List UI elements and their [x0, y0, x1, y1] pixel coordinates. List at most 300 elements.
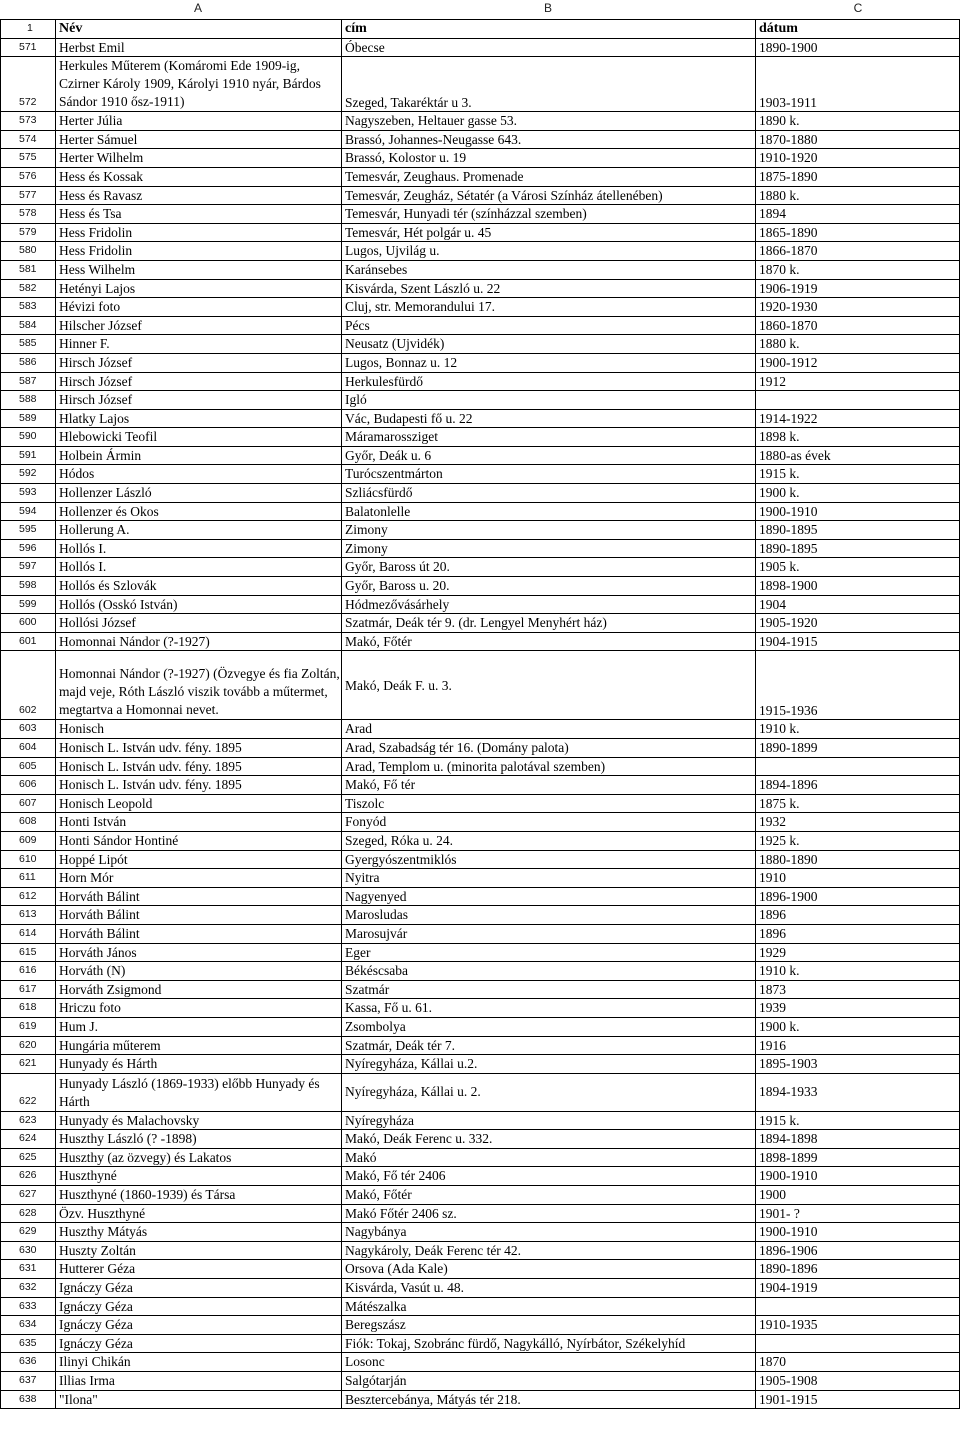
cell-date[interactable]: 1898 k.: [756, 428, 960, 447]
cell-address[interactable]: Óbecse: [342, 38, 756, 57]
table-row: [1, 205, 960, 224]
cell-address[interactable]: Makó Főtér 2406 sz.: [342, 1204, 756, 1223]
row-number: 584: [1, 316, 56, 335]
cell-address[interactable]: Nagykároly, Deák Ferenc tér 42.: [342, 1241, 756, 1260]
cell-address[interactable]: Brassó, Johannes-Neugasse 643.: [342, 130, 756, 149]
column-header-bar: [0, 0, 960, 19]
cell-name[interactable]: Huszthy (az özvegy) és Lakatos: [56, 1148, 342, 1167]
table-row: [1, 1186, 960, 1205]
cell-name[interactable]: Hess és Kossak: [56, 167, 342, 186]
table-row: [1, 539, 960, 558]
table-row: [1, 186, 960, 205]
row-number: 627: [1, 1186, 56, 1205]
cell-date[interactable]: 1905-1908: [756, 1372, 960, 1391]
cell-date[interactable]: 1900-1910: [756, 1167, 960, 1186]
cell-address[interactable]: Kisvárda, Vasút u. 48.: [342, 1279, 756, 1298]
cell-name[interactable]: Hoppé Lipót: [56, 850, 342, 869]
column-letter-a[interactable]: A: [193, 1, 203, 15]
table-row: [1, 794, 960, 813]
cell-address[interactable]: Igló: [342, 391, 756, 410]
cell-date[interactable]: 1906-1919: [756, 279, 960, 298]
cell-address[interactable]: Besztercebánya, Mátyás tér 218.: [342, 1390, 756, 1409]
cell-address[interactable]: Győr, Baross út 20.: [342, 558, 756, 577]
cell-name[interactable]: Huszty Zoltán: [56, 1241, 342, 1260]
cell-address[interactable]: Marosludas: [342, 906, 756, 925]
cell-name[interactable]: Özv. Huszthyné: [56, 1204, 342, 1223]
cell-address[interactable]: Kisvárda, Szent László u. 22: [342, 279, 756, 298]
cell-name[interactable]: Hutterer Géza: [56, 1260, 342, 1279]
cell-date[interactable]: 1860-1870: [756, 316, 960, 335]
table-row: [1, 943, 960, 962]
table-row: [1, 1111, 960, 1130]
row-number: 606: [1, 776, 56, 795]
cell-address[interactable]: Szeged, Takaréktár u 3.: [342, 57, 756, 112]
cell-name[interactable]: Hirsch József: [56, 372, 342, 391]
cell-date[interactable]: 1901- ?: [756, 1204, 960, 1223]
row-number: 572: [1, 57, 56, 112]
cell-address[interactable]: Nyíregyháza: [342, 1111, 756, 1130]
header-address[interactable]: cím: [342, 20, 756, 39]
table-row: [1, 521, 960, 540]
row-number: 619: [1, 1017, 56, 1036]
row-number: 577: [1, 186, 56, 205]
cell-address[interactable]: Neusatz (Ujvidék): [342, 335, 756, 354]
cell-address[interactable]: Orsova (Ada Kale): [342, 1260, 756, 1279]
row-number: 636: [1, 1353, 56, 1372]
row-number: 623: [1, 1111, 56, 1130]
header-date[interactable]: dátum: [756, 20, 960, 39]
row-number: 624: [1, 1130, 56, 1149]
cell-name[interactable]: Ignáczy Géza: [56, 1316, 342, 1335]
cell-name[interactable]: Hess Fridolin: [56, 242, 342, 261]
cell-name[interactable]: Hunyady és Hárth: [56, 1055, 342, 1074]
cell-date[interactable]: 1890 k.: [756, 112, 960, 131]
cell-date[interactable]: 1890-1900: [756, 38, 960, 57]
cell-date[interactable]: 1894-1933: [756, 1073, 960, 1111]
cell-name[interactable]: Hlebowicki Teofil: [56, 428, 342, 447]
table-row: [1, 887, 960, 906]
table-row: [1, 757, 960, 776]
cell-date[interactable]: 1900 k.: [756, 484, 960, 503]
cell-name[interactable]: Honisch Leopold: [56, 794, 342, 813]
cell-name[interactable]: Holbein Ármin: [56, 446, 342, 465]
cell-date[interactable]: 1875 k.: [756, 794, 960, 813]
cell-name[interactable]: Horváth János: [56, 943, 342, 962]
row-number: 583: [1, 298, 56, 317]
row-number: 630: [1, 1241, 56, 1260]
row-number: 1: [1, 20, 56, 39]
cell-date[interactable]: 1898-1899: [756, 1148, 960, 1167]
cell-date[interactable]: 1914-1922: [756, 409, 960, 428]
cell-address[interactable]: Makó, Deák Ferenc u. 332.: [342, 1130, 756, 1149]
table-row: [1, 739, 960, 758]
cell-address[interactable]: Cluj, str. Memorandului 17.: [342, 298, 756, 317]
cell-name[interactable]: Homonnai Nándor (?-1927) (Özvegye és fia Zoltán, majd veje, Róth László viszik tovább a műtermet, megtartva a Homonnai nevet.: [56, 651, 342, 720]
cell-date[interactable]: 1910 k.: [756, 962, 960, 981]
table-row: [1, 1372, 960, 1391]
cell-address[interactable]: Lugos, Bonnaz u. 12: [342, 353, 756, 372]
cell-name[interactable]: Hess Fridolin: [56, 223, 342, 242]
row-number: 607: [1, 794, 56, 813]
cell-date[interactable]: 1904-1919: [756, 1279, 960, 1298]
cell-address[interactable]: Gyergyószentmiklós: [342, 850, 756, 869]
cell-date[interactable]: [756, 1334, 960, 1353]
cell-date[interactable]: 1896: [756, 924, 960, 943]
cell-date[interactable]: 1910: [756, 869, 960, 888]
cell-name[interactable]: Herter Wilhelm: [56, 149, 342, 168]
cell-address[interactable]: Hódmezővásárhely: [342, 595, 756, 614]
cell-date[interactable]: 1895-1903: [756, 1055, 960, 1074]
cell-date[interactable]: 1894: [756, 205, 960, 224]
row-number: 586: [1, 353, 56, 372]
row-number: 585: [1, 335, 56, 354]
cell-address[interactable]: Zsombolya: [342, 1017, 756, 1036]
cell-address[interactable]: Karánsebes: [342, 260, 756, 279]
header-row: [1, 20, 960, 39]
cell-name[interactable]: Huszthy Mátyás: [56, 1223, 342, 1242]
cell-address[interactable]: Arad: [342, 720, 756, 739]
cell-date[interactable]: 1890-1896: [756, 1260, 960, 1279]
cell-name[interactable]: Huszthy László (? -1898): [56, 1130, 342, 1149]
cell-name[interactable]: "Ilona": [56, 1390, 342, 1409]
cell-name[interactable]: Hollós I.: [56, 539, 342, 558]
cell-date[interactable]: 1912: [756, 372, 960, 391]
cell-date[interactable]: 1916: [756, 1036, 960, 1055]
cell-name[interactable]: Herkules Műterem (Komáromi Ede 1909-ig, Czirner Károly 1909, Károlyi 1910 nyár, Bárdos Sándor 1910 ősz-1911): [56, 57, 342, 112]
table-row: [1, 446, 960, 465]
cell-address[interactable]: Salgótarján: [342, 1372, 756, 1391]
cell-date[interactable]: 1904-1915: [756, 632, 960, 651]
cell-address[interactable]: Szatmár, Deák tér 9. (dr. Lengyel Menyhért ház): [342, 614, 756, 633]
cell-name[interactable]: Hess és Ravasz: [56, 186, 342, 205]
cell-date[interactable]: 1880-1890: [756, 850, 960, 869]
cell-date[interactable]: 1900-1910: [756, 1223, 960, 1242]
cell-name[interactable]: Hess Wilhelm: [56, 260, 342, 279]
row-number: 620: [1, 1036, 56, 1055]
cell-name[interactable]: Hunyady és Malachovsky: [56, 1111, 342, 1130]
table-row: [1, 298, 960, 317]
row-number: 592: [1, 465, 56, 484]
table-row: [1, 651, 960, 720]
cell-name[interactable]: Hunyady László (1869-1933) előbb Hunyady és Hárth: [56, 1073, 342, 1111]
row-number: 599: [1, 595, 56, 614]
table-row: [1, 906, 960, 925]
cell-date[interactable]: 1880 k.: [756, 186, 960, 205]
cell-date[interactable]: 1896-1906: [756, 1241, 960, 1260]
cell-address[interactable]: Vác, Budapesti fő u. 22: [342, 409, 756, 428]
cell-name[interactable]: Ignáczy Géza: [56, 1334, 342, 1353]
table-row: [1, 353, 960, 372]
cell-address[interactable]: Szeged, Róka u. 24.: [342, 831, 756, 850]
table-row: [1, 813, 960, 832]
row-number: 591: [1, 446, 56, 465]
row-number: 573: [1, 112, 56, 131]
cell-name[interactable]: Herter Sámuel: [56, 130, 342, 149]
cell-date[interactable]: 1932: [756, 813, 960, 832]
cell-address[interactable]: Eger: [342, 943, 756, 962]
cell-date[interactable]: 1880 k.: [756, 335, 960, 354]
cell-date[interactable]: 1901-1915: [756, 1390, 960, 1409]
cell-date[interactable]: 1905-1920: [756, 614, 960, 633]
row-number: 618: [1, 999, 56, 1018]
cell-date[interactable]: 1870 k.: [756, 260, 960, 279]
cell-address[interactable]: Pécs: [342, 316, 756, 335]
cell-name[interactable]: Honisch L. István udv. fény. 1895: [56, 739, 342, 758]
cell-address[interactable]: Temesvár, Zeugház, Sétatér (a Városi Színház átellenében): [342, 186, 756, 205]
cell-address[interactable]: Nyitra: [342, 869, 756, 888]
cell-date[interactable]: 1903-1911: [756, 57, 960, 112]
cell-address[interactable]: Makó, Deák F. u. 3.: [342, 651, 756, 720]
cell-date[interactable]: 1890-1899: [756, 739, 960, 758]
cell-date[interactable]: 1915 k.: [756, 1111, 960, 1130]
table-row: [1, 1073, 960, 1111]
cell-address[interactable]: Balatonlelle: [342, 502, 756, 521]
table-row: [1, 428, 960, 447]
cell-address[interactable]: Győr, Deák u. 6: [342, 446, 756, 465]
cell-date[interactable]: 1870: [756, 1353, 960, 1372]
cell-date[interactable]: 1910-1935: [756, 1316, 960, 1335]
row-number: 616: [1, 962, 56, 981]
row-number: 579: [1, 223, 56, 242]
row-number: 625: [1, 1148, 56, 1167]
cell-address[interactable]: Mátészalka: [342, 1297, 756, 1316]
cell-name[interactable]: Hódos: [56, 465, 342, 484]
cell-name[interactable]: Hollenzer László: [56, 484, 342, 503]
cell-address[interactable]: Beregszász: [342, 1316, 756, 1335]
row-number: 613: [1, 906, 56, 925]
cell-date[interactable]: 1910-1920: [756, 149, 960, 168]
table-row: [1, 850, 960, 869]
cell-date[interactable]: 1890-1895: [756, 539, 960, 558]
cell-date[interactable]: 1898-1900: [756, 577, 960, 596]
cell-address[interactable]: Brassó, Kolostor u. 19: [342, 149, 756, 168]
cell-date[interactable]: 1875-1890: [756, 167, 960, 186]
cell-address[interactable]: Zimony: [342, 539, 756, 558]
cell-name[interactable]: Hinner F.: [56, 335, 342, 354]
cell-address[interactable]: Nyíregyháza, Kállai u.2.: [342, 1055, 756, 1074]
cell-name[interactable]: Honti Sándor Hontiné: [56, 831, 342, 850]
table-row: [1, 577, 960, 596]
cell-name[interactable]: Hollós (Osskó István): [56, 595, 342, 614]
table-row: [1, 1036, 960, 1055]
column-letter-b[interactable]: B: [543, 1, 553, 15]
cell-name[interactable]: Herbst Emil: [56, 38, 342, 57]
cell-name[interactable]: Honisch L. István udv. fény. 1895: [56, 776, 342, 795]
cell-address[interactable]: Makó, Fő tér 2406: [342, 1167, 756, 1186]
row-number: 612: [1, 887, 56, 906]
cell-address[interactable]: Nyíregyháza, Kállai u. 2.: [342, 1073, 756, 1111]
cell-date[interactable]: 1896-1900: [756, 887, 960, 906]
cell-name[interactable]: Hum J.: [56, 1017, 342, 1036]
cell-name[interactable]: Hévizi foto: [56, 298, 342, 317]
cell-date[interactable]: 1890-1895: [756, 521, 960, 540]
cell-date[interactable]: 1900-1910: [756, 502, 960, 521]
cell-name[interactable]: Hollenzer és Okos: [56, 502, 342, 521]
cell-date[interactable]: 1894-1896: [756, 776, 960, 795]
cell-name[interactable]: Horváth (N): [56, 962, 342, 981]
cell-name[interactable]: Hollós és Szlovák: [56, 577, 342, 596]
cell-address[interactable]: Herkulesfürdő: [342, 372, 756, 391]
cell-date[interactable]: 1904: [756, 595, 960, 614]
row-number: 594: [1, 502, 56, 521]
table-row: [1, 614, 960, 633]
header-name[interactable]: Név: [56, 20, 342, 39]
cell-name[interactable]: Hriczu foto: [56, 999, 342, 1018]
row-number: 601: [1, 632, 56, 651]
table-row: [1, 409, 960, 428]
table-row: [1, 38, 960, 57]
cell-address[interactable]: Nagybánya: [342, 1223, 756, 1242]
cell-address[interactable]: Kassa, Fő u. 61.: [342, 999, 756, 1018]
cell-date[interactable]: 1900: [756, 1186, 960, 1205]
cell-name[interactable]: Ilinyi Chikán: [56, 1353, 342, 1372]
cell-date[interactable]: 1880-as évek: [756, 446, 960, 465]
cell-date[interactable]: 1915 k.: [756, 465, 960, 484]
table-row: [1, 279, 960, 298]
cell-name[interactable]: Horváth Bálint: [56, 924, 342, 943]
cell-date[interactable]: 1915-1936: [756, 651, 960, 720]
table-row: [1, 776, 960, 795]
table-row: [1, 924, 960, 943]
cell-address[interactable]: Békéscsaba: [342, 962, 756, 981]
table-row: [1, 869, 960, 888]
cell-date[interactable]: [756, 757, 960, 776]
cell-address[interactable]: Makó: [342, 1148, 756, 1167]
cell-name[interactable]: Honti István: [56, 813, 342, 832]
cell-address[interactable]: Szatmár: [342, 980, 756, 999]
cell-address[interactable]: Tiszolc: [342, 794, 756, 813]
cell-address[interactable]: Makó, Főtér: [342, 1186, 756, 1205]
cell-address[interactable]: Lugos, Ujvilág u.: [342, 242, 756, 261]
cell-date[interactable]: 1865-1890: [756, 223, 960, 242]
cell-name[interactable]: Horváth Bálint: [56, 906, 342, 925]
cell-date[interactable]: 1900-1912: [756, 353, 960, 372]
cell-address[interactable]: Turócszentmárton: [342, 465, 756, 484]
cell-name[interactable]: Horn Mór: [56, 869, 342, 888]
row-number: 614: [1, 924, 56, 943]
cell-name[interactable]: Huszthyné (1860-1939) és Társa: [56, 1186, 342, 1205]
cell-date[interactable]: 1866-1870: [756, 242, 960, 261]
cell-name[interactable]: Honisch L. István udv. fény. 1895: [56, 757, 342, 776]
cell-address[interactable]: Makó, Fő tér: [342, 776, 756, 795]
cell-date[interactable]: 1905 k.: [756, 558, 960, 577]
row-number: 632: [1, 1279, 56, 1298]
cell-address[interactable]: Arad, Templom u. (minorita palotával szemben): [342, 757, 756, 776]
row-number: 629: [1, 1223, 56, 1242]
row-number: 600: [1, 614, 56, 633]
row-number: 581: [1, 260, 56, 279]
row-number: 603: [1, 720, 56, 739]
cell-address[interactable]: Makó, Főtér: [342, 632, 756, 651]
cell-name[interactable]: Hungária műterem: [56, 1036, 342, 1055]
cell-name[interactable]: Huszthyné: [56, 1167, 342, 1186]
cell-name[interactable]: Horváth Bálint: [56, 887, 342, 906]
cell-name[interactable]: Hess és Tsa: [56, 205, 342, 224]
cell-date[interactable]: 1873: [756, 980, 960, 999]
cell-date[interactable]: 1925 k.: [756, 831, 960, 850]
photographer-table: [0, 19, 960, 1409]
cell-address[interactable]: Zimony: [342, 521, 756, 540]
cell-date[interactable]: 1900 k.: [756, 1017, 960, 1036]
row-number: 578: [1, 205, 56, 224]
cell-address[interactable]: Temesvár, Zeughaus. Promenade: [342, 167, 756, 186]
cell-address[interactable]: Temesvár, Hét polgár u. 45: [342, 223, 756, 242]
cell-name[interactable]: Hirsch József: [56, 353, 342, 372]
cell-name[interactable]: Hlatky Lajos: [56, 409, 342, 428]
table-row: [1, 1334, 960, 1353]
row-number: 580: [1, 242, 56, 261]
cell-address[interactable]: Temesvár, Hunyadi tér (színházzal szemben): [342, 205, 756, 224]
table-row: [1, 1130, 960, 1149]
table-row: [1, 999, 960, 1018]
cell-date[interactable]: 1939: [756, 999, 960, 1018]
cell-name[interactable]: Homonnai Nándor (?-1927): [56, 632, 342, 651]
row-number: 628: [1, 1204, 56, 1223]
cell-name[interactable]: Hirsch József: [56, 391, 342, 410]
cell-name[interactable]: Ignáczy Géza: [56, 1279, 342, 1298]
cell-address[interactable]: Fonyód: [342, 813, 756, 832]
row-number: 621: [1, 1055, 56, 1074]
row-number: 608: [1, 813, 56, 832]
cell-date[interactable]: 1910 k.: [756, 720, 960, 739]
table-row: [1, 242, 960, 261]
table-row: [1, 1260, 960, 1279]
cell-address[interactable]: Nagyszeben, Heltauer gasse 53.: [342, 112, 756, 131]
cell-name[interactable]: Hollós I.: [56, 558, 342, 577]
cell-date[interactable]: [756, 391, 960, 410]
cell-address[interactable]: Nagyenyed: [342, 887, 756, 906]
cell-name[interactable]: Hilscher József: [56, 316, 342, 335]
table-row: [1, 632, 960, 651]
cell-name[interactable]: Illias Irma: [56, 1372, 342, 1391]
table-row: [1, 980, 960, 999]
cell-address[interactable]: Győr, Baross u. 20.: [342, 577, 756, 596]
cell-date[interactable]: 1894-1898: [756, 1130, 960, 1149]
cell-name[interactable]: Ignáczy Géza: [56, 1297, 342, 1316]
table-row: [1, 260, 960, 279]
cell-date[interactable]: 1920-1930: [756, 298, 960, 317]
row-number: 610: [1, 850, 56, 869]
cell-address[interactable]: Máramarossziget: [342, 428, 756, 447]
cell-address[interactable]: Losonc: [342, 1353, 756, 1372]
cell-address[interactable]: Arad, Szabadság tér 16. (Domány palota): [342, 739, 756, 758]
cell-name[interactable]: Honisch: [56, 720, 342, 739]
row-number: 576: [1, 167, 56, 186]
cell-name[interactable]: Hollósi József: [56, 614, 342, 633]
cell-name[interactable]: Hetényi Lajos: [56, 279, 342, 298]
cell-address[interactable]: Szliácsfürdő: [342, 484, 756, 503]
row-number: 582: [1, 279, 56, 298]
cell-address[interactable]: Fiók: Tokaj, Szobránc fürdő, Nagykálló, Nyírbátor, Székelyhíd: [342, 1334, 756, 1353]
column-letter-c[interactable]: C: [853, 1, 863, 15]
cell-date[interactable]: [756, 1297, 960, 1316]
row-number: 602: [1, 651, 56, 720]
cell-name[interactable]: Horváth Zsigmond: [56, 980, 342, 999]
cell-date[interactable]: 1896: [756, 906, 960, 925]
table-row: [1, 391, 960, 410]
table-row: [1, 1390, 960, 1409]
row-number: 590: [1, 428, 56, 447]
table-row: [1, 831, 960, 850]
cell-date[interactable]: 1870-1880: [756, 130, 960, 149]
table-row: [1, 595, 960, 614]
cell-name[interactable]: Hollerung A.: [56, 521, 342, 540]
cell-date[interactable]: 1929: [756, 943, 960, 962]
cell-address[interactable]: Marosujvár: [342, 924, 756, 943]
row-number: 574: [1, 130, 56, 149]
cell-name[interactable]: Herter Júlia: [56, 112, 342, 131]
cell-address[interactable]: Szatmár, Deák tér 7.: [342, 1036, 756, 1055]
